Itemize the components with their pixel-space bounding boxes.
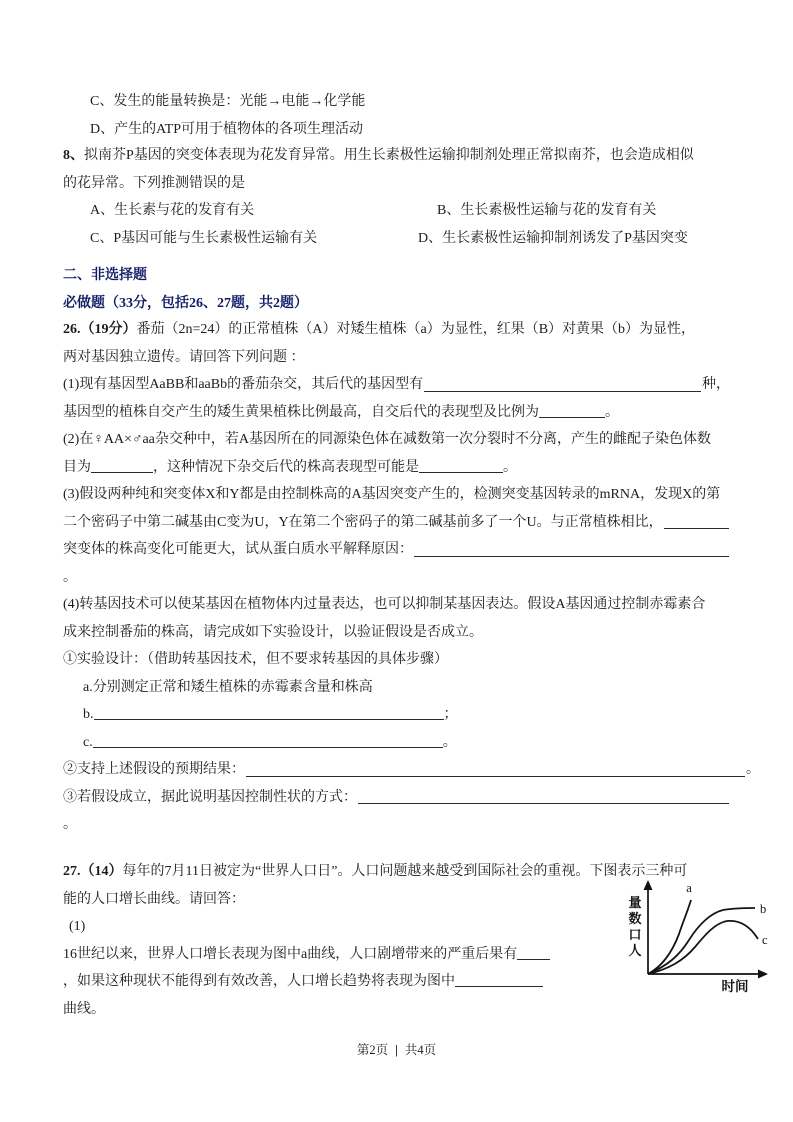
q26-part3-line2: 二个密码子中第二碱基由C变为U，Y在第二个密码子的第二碱基前多了一个U。与正常植株相比，: [63, 509, 730, 537]
population-growth-figure: [619, 876, 793, 1006]
q8-option-a: A、生长素与花的发育有关: [90, 203, 255, 218]
q27-sub1-label: (1): [69, 919, 86, 934]
y-axis-label-char: 量: [628, 895, 642, 910]
section-2-title: 二、非选择题: [63, 268, 147, 283]
q27-stem-line1: 27.（14）每年的7月11日被定为“世界人口日”。人口问题越来越受到国际社会的重视。下图表示三种可: [63, 864, 688, 879]
q27-line2: ，如果这种现状不能得到有效改善，人口增长趋势将表现为图中: [63, 968, 730, 996]
footer-page-number: 第2页: [356, 1043, 389, 1057]
q26-step3-period: 。: [63, 817, 77, 832]
q7-option-d: D、产生的ATP可用于植物体的各项生理活动: [90, 121, 364, 137]
answer-blank: [517, 959, 550, 960]
answer-blank: [358, 803, 729, 804]
q26-intro-line1: 26.（19分）番茄（2n=24）的正常植株（A）对矮生植株（a）为显性，红果（B）对黄果（b）为显性，: [63, 322, 696, 337]
q26-part1-line1: (1)现有基因型AaBB和aaBb的番茄杂交，其后代的基因型有 种，: [63, 377, 730, 392]
q8-option-b: B、生长素极性运输与花的发育有关: [437, 203, 657, 218]
q27-number: 27.（14）: [63, 864, 123, 879]
q27-line1: 16世纪以来，世界人口增长表现为图中a曲线，人口剧增带来的严重后果有: [63, 941, 730, 969]
q26-part2-line2: 目为 ，这种情况下杂交后代的株高表现型可能是 。: [63, 459, 517, 475]
q26-part3-period: 。: [63, 569, 77, 585]
q26-part3-line1: (3)假设两种纯和突变体X和Y都是由控制株高的A基因突变产生的，检测突变基因转录的mRNA，发现X的第: [63, 487, 721, 502]
answer-blank: [93, 747, 443, 748]
answer-blank: [91, 472, 153, 473]
answer-blank: [419, 472, 503, 473]
q27-stem-line2: 能的人口增长曲线。请回答：: [63, 891, 245, 907]
q8-stem-line2: 的花异常。下列推测错误的是: [63, 175, 245, 191]
q26-step2: ②支持上述假设的预期结果： 。: [63, 762, 760, 777]
y-axis-arrow-icon: [644, 880, 653, 890]
q26-intro-line2: 两对基因独立遗传。请回答下列问题 ：: [63, 349, 305, 365]
y-axis-label-char: 数: [628, 911, 642, 926]
curve-a-label: a: [686, 881, 692, 895]
q26-part4-line2: 成来控制番茄的株高，请完成如下实验设计，以验证假设是否成立。: [63, 624, 483, 640]
question-27: [63, 858, 768, 1058]
answer-blank: [455, 986, 543, 987]
answer-blank: [94, 719, 444, 720]
answer-blank: [246, 776, 745, 777]
section-2-header: [63, 262, 730, 317]
q26-step1-b: b. ；: [83, 707, 458, 722]
answer-blank: [414, 556, 729, 557]
q26-step1-a: a.分别测定正常和矮生植株的赤霉素含量和株高: [83, 679, 373, 695]
curve-b-label: b: [760, 902, 767, 916]
question-7-options: [63, 88, 730, 143]
x-axis-arrow-icon: [758, 970, 768, 979]
q26-step1: ①实验设计：（借助转基因技术，但不要求转基因的具体步骤）: [63, 652, 448, 667]
q26-step3: ③若假设成立，据此说明基因控制性状的方式：: [63, 784, 730, 812]
page-footer: [0, 1040, 793, 1058]
answer-blank: [539, 417, 605, 418]
q26-part1-line2: 基因型的植株自交产生的矮生黄果植株比例最高，自交后代的表现型及比例为 。: [63, 404, 619, 420]
q7-option-c: C、发生的能量转换是：光能→电能→化学能: [90, 94, 366, 109]
q8-options-row1: [63, 197, 730, 225]
footer-separator: |: [395, 1043, 398, 1057]
q26-number: 26.（19分）: [63, 322, 137, 337]
q8-number: 8、: [63, 148, 84, 163]
x-axis-label: 时间: [721, 979, 749, 994]
q8-option-c: C、P基因可能与生长素极性运输有关: [90, 230, 318, 246]
q8-stem-line1: 8、拟南芥P基因的突变体表现为花发育异常。用生长素极性运输抑制剂处理正常拟南芥，也会造成相似: [63, 148, 694, 163]
curve-c-label: c: [762, 933, 768, 947]
q8-options-row2: [63, 225, 730, 253]
q8-option-d: D、生长素极性运输抑制剂诱发了P基因突变: [418, 230, 688, 246]
section-2-note: 必做题（33分，包括26、27题，共2题）: [63, 295, 308, 311]
q27-line3: 曲线。: [63, 1001, 105, 1017]
y-axis-label-char: 人: [628, 943, 642, 958]
question-8: [63, 142, 730, 252]
curve-b: [648, 908, 755, 974]
q26-part4-line1: (4)转基因技术可以使某基因在植物体内过量表达，也可以抑制某基因表达。假设A基因通过控制赤霉素合: [63, 597, 706, 612]
q26-part2-line1: (2)在♀AA×♂aa杂交种中，若A基因所在的同源染色体在减数第一次分裂时不分离，产生的雌配子染色体数: [63, 432, 711, 447]
answer-blank: [424, 391, 701, 392]
answer-blank: [664, 528, 729, 529]
q26-part3-line3: 突变体的株高变化可能更大，试从蛋白质水平解释原因：: [63, 536, 730, 564]
q26-step1-c: c. 。: [83, 734, 457, 750]
y-axis-label-char: 口: [628, 927, 642, 942]
population-growth-chart: [619, 876, 793, 1006]
footer-total-pages: 共4页: [404, 1043, 437, 1057]
question-26: [63, 316, 760, 839]
